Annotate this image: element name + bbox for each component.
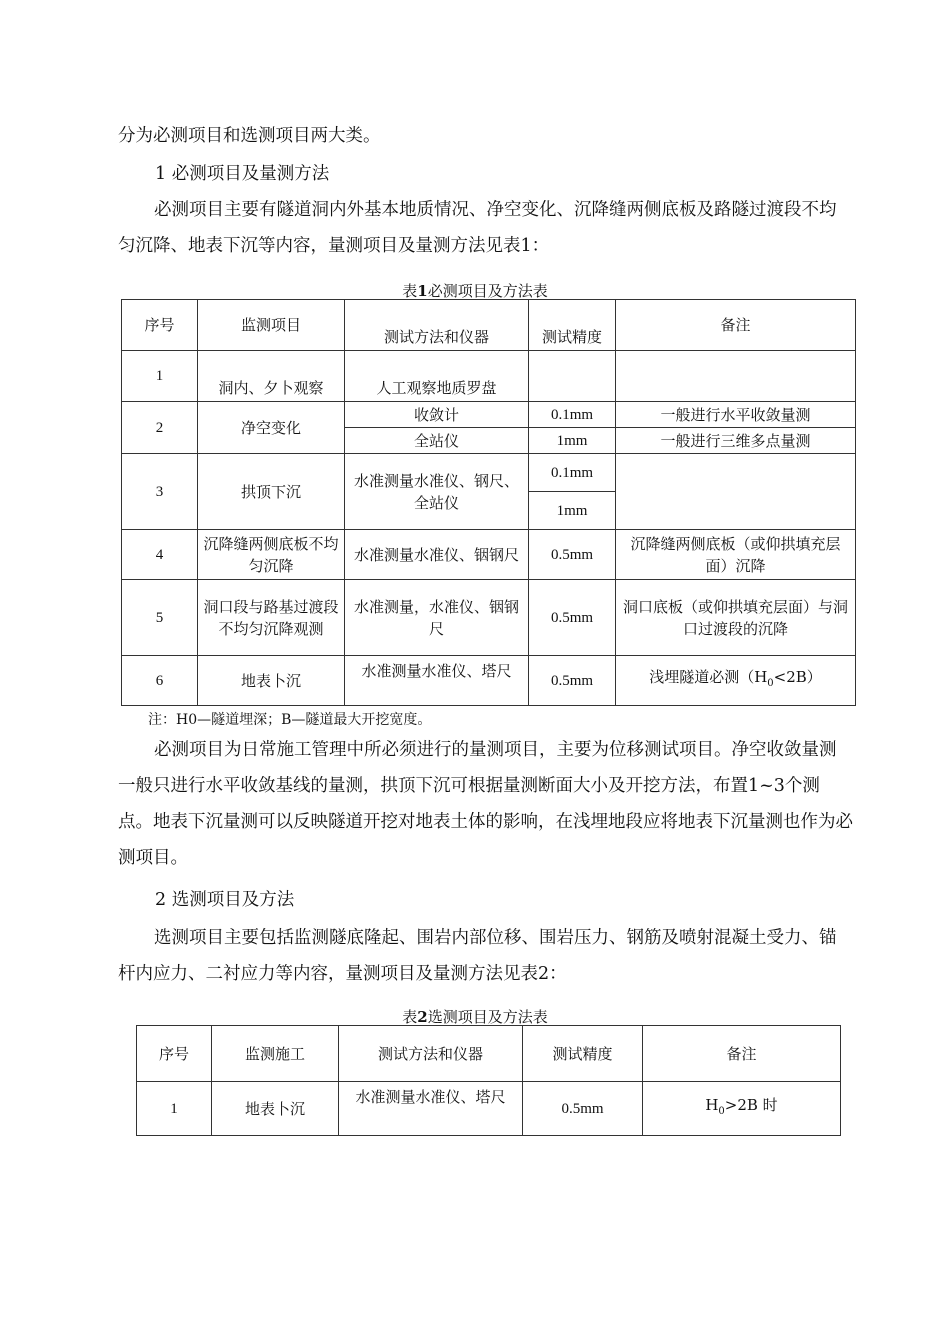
header-cell: 序号 [122, 300, 198, 351]
precision-cell: 0.1mm [529, 454, 616, 492]
method-cell: 水准测量水准仪、钢尺、全站仪 [345, 454, 529, 530]
monitoring-item: 地表卜沉 [212, 1082, 339, 1136]
method-cell: 水准测量水准仪、铟钢尺 [345, 530, 529, 580]
table-row [122, 351, 856, 402]
header-cell: 测试方法和仪器 [345, 300, 529, 351]
header-cell: 序号 [137, 1026, 212, 1082]
table-row [122, 530, 856, 580]
table1-footnote: 注：H0—隧道埋深；B—隧道最大开挖宽度。 [148, 712, 432, 728]
note-cell: 洞口底板（或仰拱填充层面）与洞口过渡段的沉降 [616, 580, 856, 656]
monitoring-item: 洞内、夕卜观察 [198, 351, 345, 402]
paragraph-after-table1: 必测项目为日常施工管理中所必须进行的量测项目，主要为位移测试项目。净空收敛量测一般只进行水平收敛基线的量测，拱顶下沉可根据量测断面大小及开挖方法，布置1~3个测点。地表下沉量测可以反映隧道开挖对地表土体的影响，在浅埋地段应将地表下沉量测也作为必测项目。 [118, 740, 853, 868]
table-row [122, 454, 856, 492]
method-cell: 水准测量，水准仪、铟钢尺 [345, 580, 529, 656]
note-cell: 一般进行三维多点量测 [616, 428, 856, 454]
section1-heading: 1 必测项目及量测方法 [155, 164, 330, 184]
header-cell: 监测项目 [198, 300, 345, 351]
note-cell [616, 454, 856, 530]
note-cell: 浅埋隧道必测$(H_0<2B)$ [616, 656, 856, 706]
table1 [121, 299, 856, 706]
precision-cell: 0.5mm [523, 1082, 643, 1136]
monitoring-item: 净空变化 [198, 402, 345, 454]
note-cell [616, 351, 856, 402]
precision-cell: 0.1mm [529, 402, 616, 428]
monitoring-item: 拱顶下沉 [198, 454, 345, 530]
precision-cell: 0.5mm [529, 580, 616, 656]
row-number: 3 [122, 454, 198, 530]
row-number: 6 [122, 656, 198, 706]
monitoring-item: 沉降缝两侧底板不均匀沉降 [198, 530, 345, 580]
section2-heading: 2 选测项目及方法 [155, 890, 295, 910]
header-cell: 监测施工 [212, 1026, 339, 1082]
section1-paragraph: 必测项目主要有隧道洞内外基本地质情况、净空变化、沉降缝两侧底板及路隧过渡段不均匀沉降、地表下沉等内容，量测项目及量测方法见表1： [118, 200, 837, 256]
row-number: 1 [122, 351, 198, 402]
header-cell: 测试精度 [529, 300, 616, 351]
header-cell: 测试方法和仪器 [339, 1026, 523, 1082]
section2-paragraph: 选测项目主要包括监测隧底隆起、围岩内部位移、围岩压力、钢筋及喷射混凝土受力、锚杆内应力、二衬应力等内容，量测项目及量测方法见表2： [118, 928, 837, 984]
precision-cell: 1mm [529, 428, 616, 454]
table-row [122, 402, 856, 428]
table1-caption: 表1必测项目及方法表 [402, 282, 548, 300]
method-cell: 水准测量水准仪、塔尺 [339, 1082, 523, 1136]
table-row [137, 1082, 841, 1136]
precision-cell: 1mm [529, 492, 616, 530]
method-cell: 收敛计 [345, 402, 529, 428]
row-number: 4 [122, 530, 198, 580]
table-row [122, 656, 856, 706]
header-cell: 备注 [643, 1026, 841, 1082]
row-number: 1 [137, 1082, 212, 1136]
note-cell: $H_0>2B$ 时 [643, 1082, 841, 1136]
table2 [136, 1025, 841, 1136]
method-cell: 全站仪 [345, 428, 529, 454]
precision-cell [529, 351, 616, 402]
header-cell: 测试精度 [523, 1026, 643, 1082]
table1-header-row [122, 300, 856, 351]
table2-header-row [137, 1026, 841, 1082]
table2-caption: 表2选测项目及方法表 [402, 1008, 548, 1026]
monitoring-item: 洞口段与路基过渡段不均匀沉降观测 [198, 580, 345, 656]
intro-line: 分为必测项目和选测项目两大类。 [118, 126, 381, 146]
precision-cell: 0.5mm [529, 656, 616, 706]
note-cell: 一般进行水平收敛量测 [616, 402, 856, 428]
row-number: 2 [122, 402, 198, 454]
table-row [122, 580, 856, 656]
monitoring-item: 地表卜沉 [198, 656, 345, 706]
precision-cell: 0.5mm [529, 530, 616, 580]
note-cell: 沉降缝两侧底板（或仰拱填充层面）沉降 [616, 530, 856, 580]
method-cell: 水准测量水准仪、塔尺 [345, 656, 529, 706]
header-cell: 备注 [616, 300, 856, 351]
method-cell: 人工观察地质罗盘 [345, 351, 529, 402]
row-number: 5 [122, 580, 198, 656]
